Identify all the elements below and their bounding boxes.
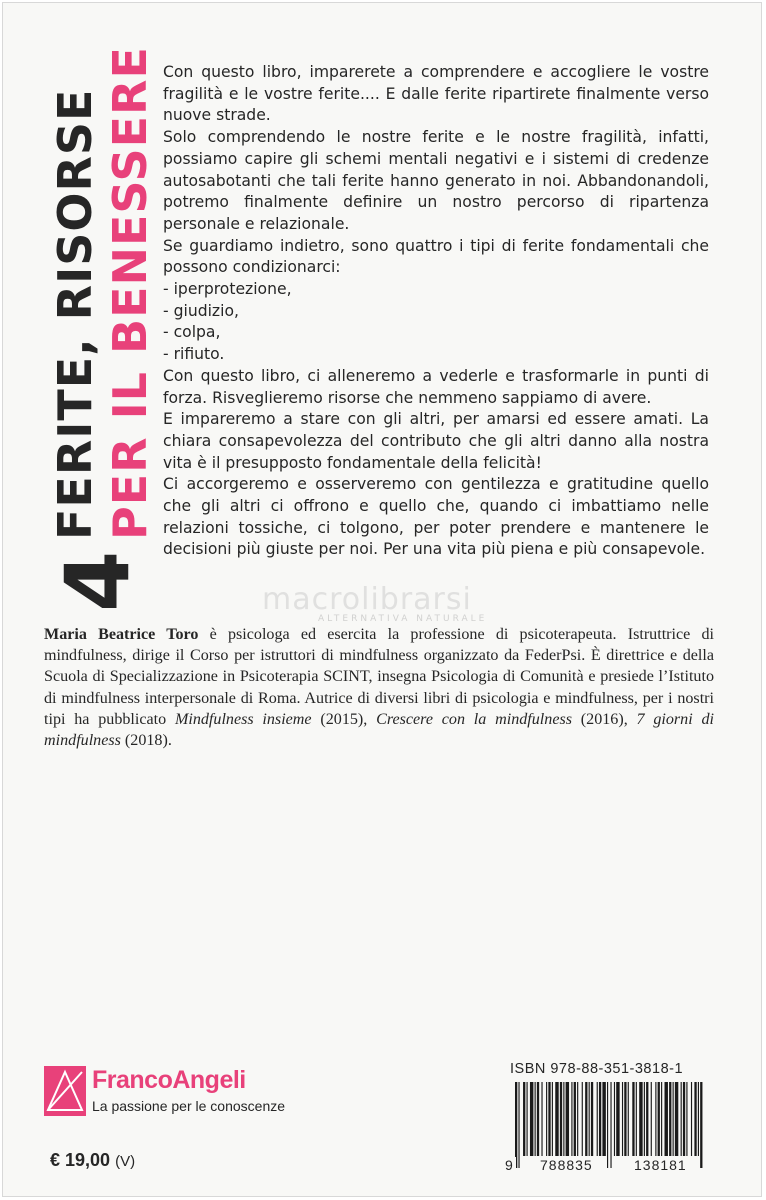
blurb-list-item: - colpa, bbox=[163, 323, 221, 342]
author-bio bbox=[44, 624, 714, 751]
isbn-label: ISBN 978-88-351-3818-1 bbox=[510, 1061, 684, 1077]
blurb-paragraph: Solo comprendendo le nostre ferite e le nostre fragilità, infatti, possiamo capire gli schemi mentali negativi e i sistemi di credenze autosabotanti che tali ferite hanno generato in noi. Abbandonandoli, potremo finalmente definire un nostro percorso di ripartenza personale e relazionale. bbox=[163, 128, 709, 233]
bio-text: (2016), bbox=[572, 710, 637, 728]
title-line-1: FERITE, RISORSE bbox=[48, 88, 102, 540]
price-amount: € 19,00 bbox=[50, 1150, 111, 1170]
book-title: Mindfulness insieme bbox=[174, 710, 312, 728]
book-title: 7 giorni di mindfulness bbox=[44, 710, 714, 750]
barcode-digit: 9 bbox=[505, 1157, 514, 1173]
title-line-2: PER IL BENESSERE bbox=[103, 46, 157, 540]
blurb-text bbox=[163, 62, 709, 561]
bio-text: è psicologa ed esercita la professione di psicoterapeuta. Istruttrice di mindfulness, dirige il Corso per istruttori di mindfulness organizzato da FederPsi. È direttrice e della Scuola di Specializzazione in Psicoterapia SCINT, insegna Psicologia di Comunità e presiede l’Istituto di mindfulness interpersonale di Roma. Autrice di diversi libri di psicologia e mindfulness, per i nostri tipi ha pubblicato bbox=[44, 626, 715, 728]
blurb-list-item: - rifiuto. bbox=[163, 345, 225, 364]
publisher-logo-icon bbox=[44, 1066, 86, 1116]
title-number: 4 bbox=[46, 550, 149, 612]
blurb-list-item: - giudizio, bbox=[163, 301, 239, 320]
price-vat: (V) bbox=[115, 1153, 136, 1170]
blurb-paragraph: Con questo libro, ci alleneremo a vederle e trasformarle in punti di forza. Risveglieremo risorse che nemmeno sappiamo di avere. bbox=[163, 366, 709, 407]
blurb-paragraph: Ci accorgeremo e osserveremo con gentilezza e gratitudine quello che gli altri ci offrono e quello che, quando ci imbattiamo nelle relazioni tossiche, ci tolgono, per poter prendere e mantenere le decisioni più giuste per noi. Per una vita più piena e più consapevole. bbox=[163, 475, 709, 559]
price bbox=[50, 1150, 135, 1171]
publisher-tagline: La passione per le conoscenze bbox=[92, 1098, 286, 1114]
watermark-subtitle: ALTERNATIVA NATURALE bbox=[318, 614, 488, 624]
blurb-paragraph: E impareremo a stare con gli altri, per amarsi ed essere amati. La chiara consapevolezza del contributo che gli altri danno alla nostra vita è il presupposto fondamentale della felicità! bbox=[163, 410, 709, 472]
book-title: Crescere con la mindfulness bbox=[376, 710, 572, 728]
publisher-name: FrancoAngeli bbox=[92, 1066, 246, 1094]
barcode-digits-right: 138181 bbox=[634, 1157, 687, 1173]
bio-text: (2015), bbox=[311, 710, 377, 728]
bio-text: (2018). bbox=[120, 732, 172, 750]
blurb-list-item: - iperprotezione, bbox=[163, 280, 292, 299]
blurb-paragraph: Se guardiamo indietro, sono quattro i tipi di ferite fondamentali che possono condizionarci: bbox=[163, 236, 709, 277]
watermark-logo: macrolibrarsi bbox=[262, 582, 472, 617]
barcode-digits-left: 788835 bbox=[540, 1157, 593, 1173]
blurb-paragraph: Con questo libro, imparerete a comprendere e accogliere le vostre fragilità e le vostre ferite.... E dalle ferite ripartirete finalmente verso nuove strade. bbox=[163, 63, 709, 125]
author-name: Maria Beatrice Toro bbox=[44, 626, 199, 643]
